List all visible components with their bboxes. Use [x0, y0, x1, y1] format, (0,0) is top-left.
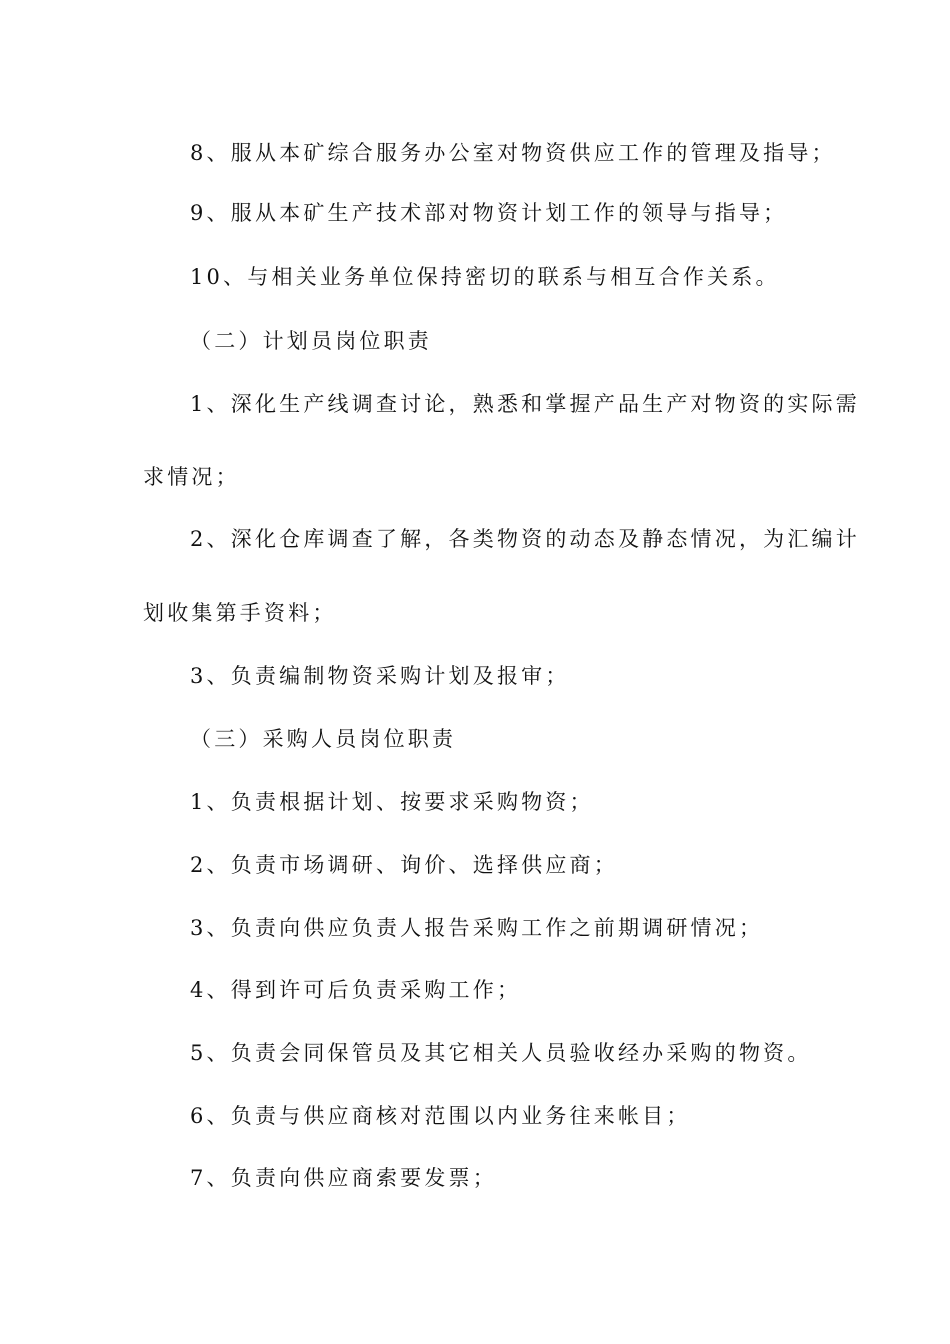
section-heading: （三）采购人员岗位职责 — [190, 727, 457, 751]
paragraph-line: 8、服从本矿综合服务办公室对物资供应工作的管理及指导； — [190, 141, 836, 165]
paragraph-line: 4、得到许可后负责采购工作； — [190, 978, 522, 1002]
paragraph-line: 3、负责向供应负责人报告采购工作之前期调研情况； — [190, 916, 764, 940]
paragraph-line: 10、与相关业务单位保持密切的联系与相互合作关系。 — [190, 265, 780, 289]
paragraph-line: 1、深化生产线调查讨论，熟悉和掌握产品生产对物资的实际需 — [190, 392, 860, 416]
section-heading: （二）计划员岗位职责 — [190, 329, 432, 353]
paragraph-line: 2、负责市场调研、询价、选择供应商； — [190, 853, 618, 877]
paragraph-line: 6、负责与供应商核对范围以内业务往来帐目； — [190, 1104, 691, 1128]
paragraph-line: 7、负责向供应商索要发票； — [190, 1166, 497, 1190]
paragraph-line: 9、服从本矿生产技术部对物资计划工作的领导与指导； — [190, 201, 788, 225]
paragraph-line: 划收集第手资料； — [143, 601, 337, 625]
paragraph-line: 求情况； — [143, 465, 240, 489]
paragraph-line: 5、负责会同保管员及其它相关人员验收经办采购的物资。 — [190, 1041, 812, 1065]
paragraph-line: 2、深化仓库调查了解，各类物资的动态及静态情况，为汇编计 — [190, 527, 860, 551]
paragraph-line: 1、负责根据计划、按要求采购物资； — [190, 790, 594, 814]
paragraph-line: 3、负责编制物资采购计划及报审； — [190, 664, 570, 688]
